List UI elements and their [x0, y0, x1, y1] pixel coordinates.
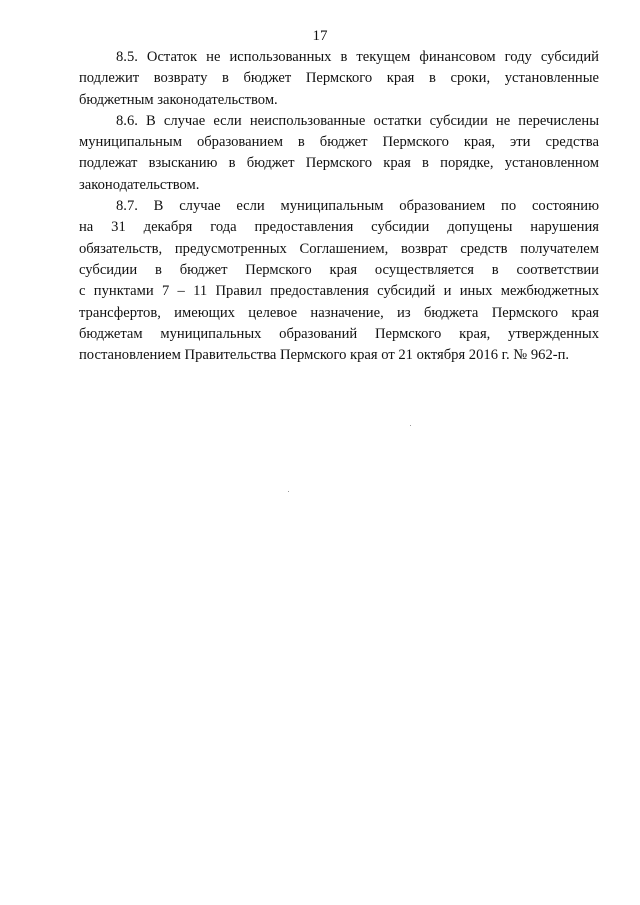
scan-speck [288, 491, 289, 492]
paragraph-line: трансфертов, имеющих целевое назначение, из бюджета Пермского края [79, 304, 599, 321]
paragraph-line: на 31 декабря года предоставления субсидии допущены нарушения [79, 219, 599, 236]
document-body [79, 47, 599, 366]
scan-speck [410, 425, 411, 426]
paragraph-line: бюджетным законодательством. [79, 91, 278, 108]
paragraph-line: с пунктами 7 – 11 Правил предоставления субсидий и иных межбюджетных [79, 283, 599, 300]
page-number: 17 [312, 28, 328, 44]
paragraph-line: 8.5. Остаток не использованных в текущем финансовом году субсидий [116, 49, 599, 65]
paragraph-line: законодательством. [79, 176, 200, 193]
paragraph-line: бюджетам муниципальных образований Пермского края, утвержденных [79, 325, 599, 342]
paragraph-line: подлежат взысканию в бюджет Пермского края в порядке, установленном [79, 155, 599, 172]
paragraph-8-6 [79, 111, 599, 196]
paragraph-8-5 [79, 47, 599, 111]
paragraph-line: обязательств, предусмотренных Соглашением, возврат средств получателем [79, 240, 599, 257]
paragraph-line: подлежит возврату в бюджет Пермского края в сроки, установленные [79, 70, 599, 87]
paragraph-line: постановлением Правительства Пермского края от 21 октября 2016 г. № 962-п. [79, 347, 570, 364]
paragraph-line: 8.6. В случае если неиспользованные остатки субсидии не перечислены [116, 112, 599, 129]
paragraph-8-7 [79, 196, 599, 366]
paragraph-line: субсидии в бюджет Пермского края осуществляется в соответствии [79, 261, 599, 278]
paragraph-line: 8.7. В случае если муниципальным образованием по состоянию [116, 198, 599, 215]
paragraph-line: муниципальным образованием в бюджет Пермского края, эти средства [79, 134, 599, 151]
